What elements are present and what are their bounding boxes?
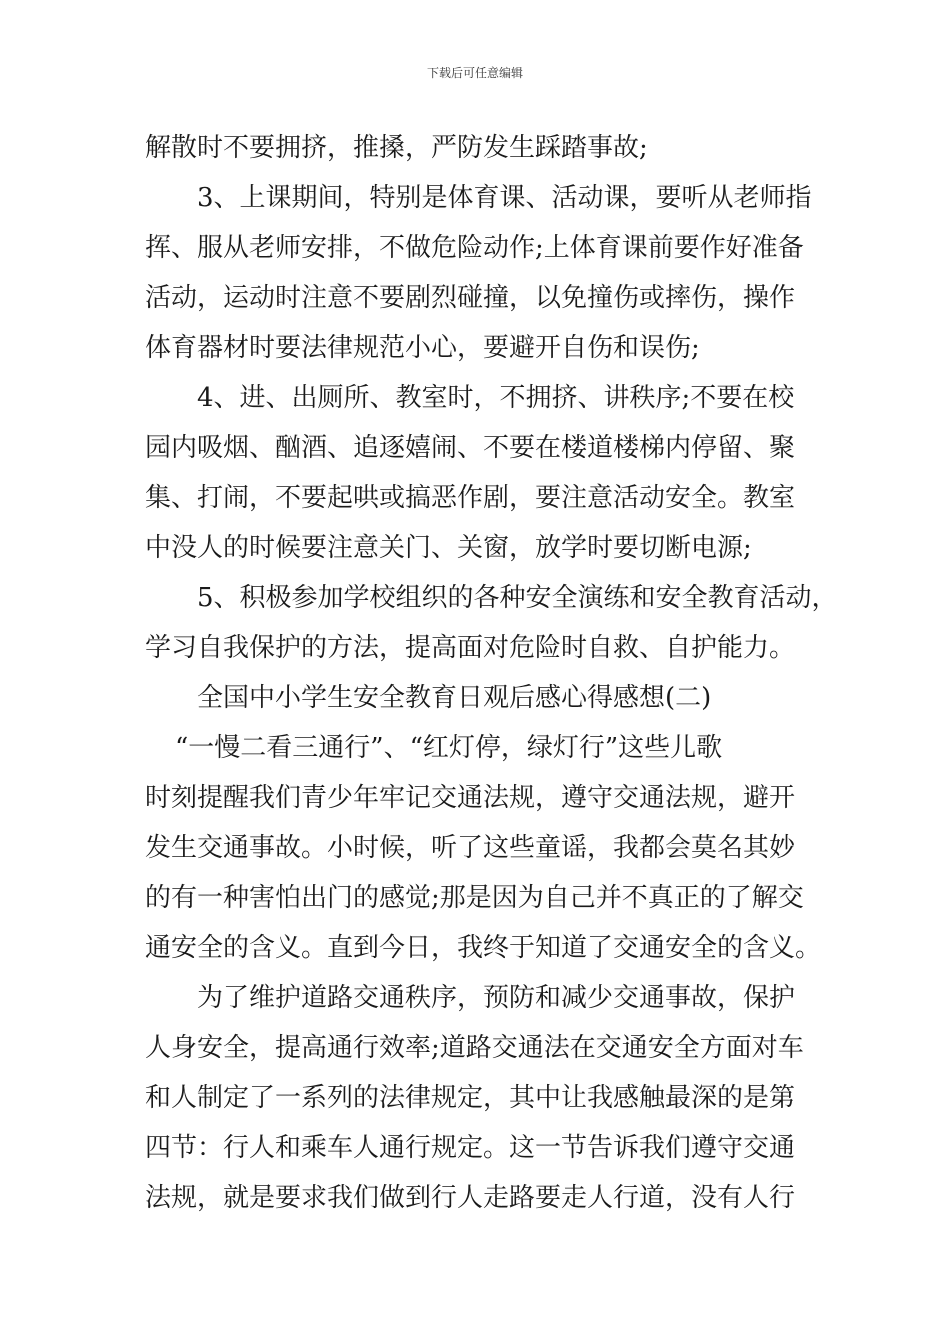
text-line: 人身安全，提高通行效率;道路交通法在交通安全方面对车 — [145, 1033, 804, 1063]
text-line: 法规，就是要求我们做到行人走路要走人行道，没有人行 — [145, 1183, 796, 1213]
text-line: 中没人的时候要注意关门、关窗，放学时要切断电源; — [145, 533, 752, 563]
text-line: 通安全的含义。直到今日，我终于知道了交通安全的含义。 — [145, 933, 822, 963]
text-line: 的有一种害怕出门的感觉;那是因为自己并不真正的了解交 — [145, 883, 804, 913]
text-line: 解散时不要拥挤，推搡，严防发生踩踏事故; — [145, 133, 648, 163]
text-line: 活动，运动时注意不要剧烈碰撞，以免撞伤或摔伤，操作 — [145, 283, 796, 313]
text-line: 5、积极参加学校组织的各种安全演练和安全教育活动， — [197, 583, 838, 613]
text-line: 3、上课期间，特别是体育课、活动课，要听从老师指 — [197, 183, 812, 213]
text-line: 时刻提醒我们青少年牢记交通法规，遵守交通法规，避开 — [145, 783, 796, 813]
text-line: 4、进、出厕所、教室时，不拥挤、讲秩序;不要在校 — [197, 383, 795, 413]
text-line: 体育器材时要法律规范小心，要避开自伤和误伤; — [145, 333, 700, 363]
text-line: 为了维护道路交通秩序，预防和减少交通事故，保护 — [197, 983, 796, 1013]
text-line: 园内吸烟、酗酒、追逐嬉闹、不要在楼道楼梯内停留、聚 — [145, 433, 796, 463]
text-line: 发生交通事故。小时候，听了这些童谣，我都会莫名其妙 — [145, 833, 796, 863]
section-heading: 全国中小学生安全教育日观后感心得感想(二) — [197, 683, 712, 713]
text-line: 四节：行人和乘车人通行规定。这一节告诉我们遵守交通 — [145, 1133, 796, 1163]
text-line: 学习自我保护的方法，提高面对危险时自救、自护能力。 — [145, 633, 796, 663]
text-line: 挥、服从老师安排，不做危险动作;上体育课前要作好准备 — [145, 233, 804, 263]
text-line: “一慢二看三通行”、“红灯停，绿灯行”这些儿歌 — [175, 733, 723, 763]
text-line: 和人制定了一系列的法律规定，其中让我感触最深的是第 — [145, 1083, 796, 1113]
download-note: 下载后可任意编辑 — [426, 66, 523, 80]
text-line: 集、打闹，不要起哄或搞恶作剧，要注意活动安全。教室 — [145, 483, 796, 513]
